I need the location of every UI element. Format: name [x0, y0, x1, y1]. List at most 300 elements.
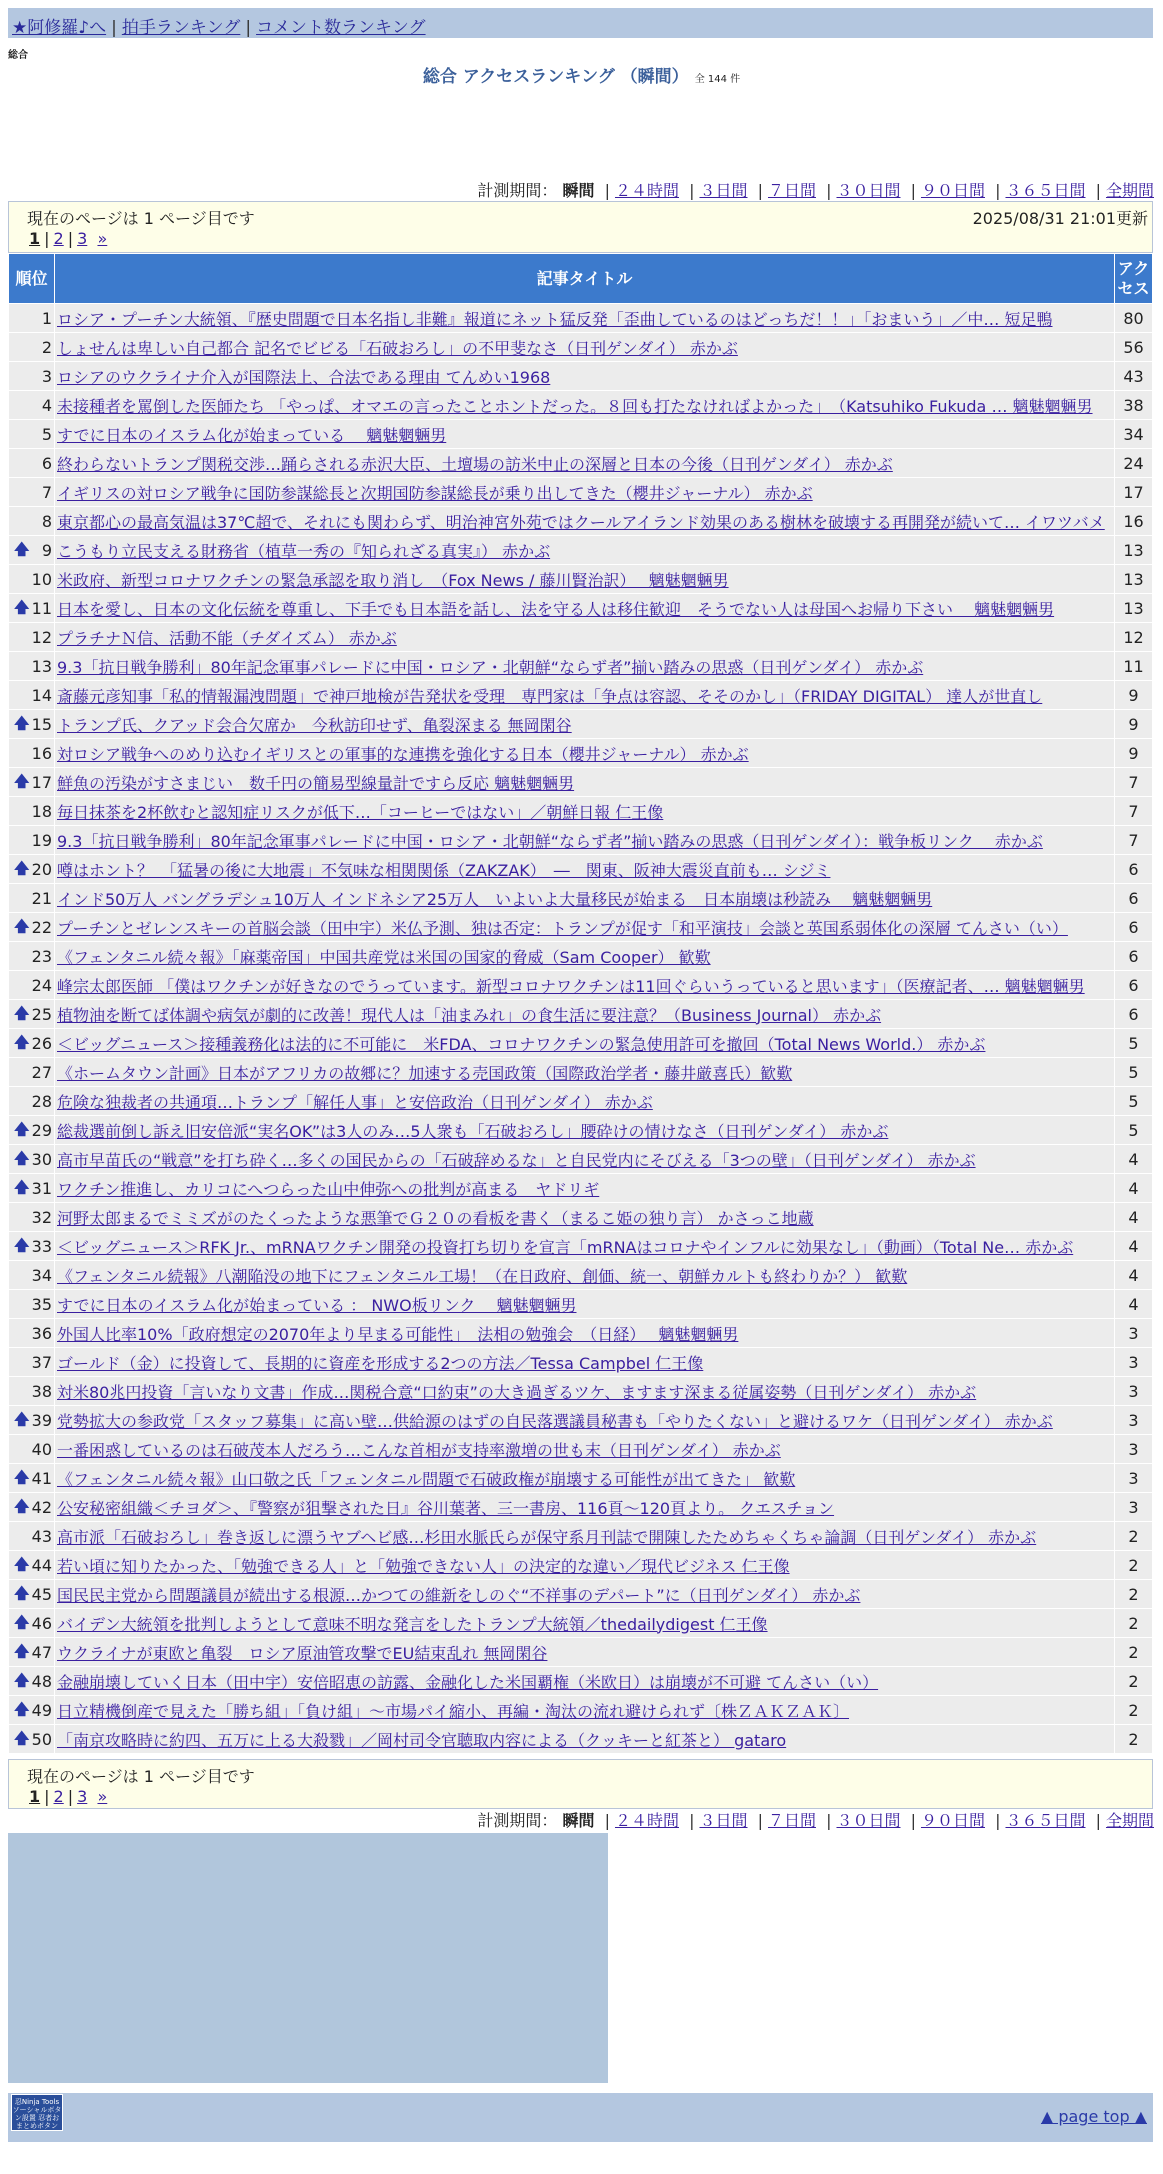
- article-title-link[interactable]: バイデン大統領を批判しようとして意味不明な発言をしたトランプ大統領／thedailydigest 仁王像: [57, 1614, 768, 1634]
- title-cell: [55, 681, 1114, 709]
- title-cell: [55, 942, 1114, 970]
- rank-number: 50: [31, 1729, 52, 1749]
- access-count: 34: [1115, 420, 1152, 448]
- rank-cell: [9, 1000, 54, 1028]
- table-row: [9, 1058, 1152, 1086]
- rank-number: 18: [31, 801, 52, 821]
- period-separator: |: [826, 181, 832, 200]
- table-row: [9, 1232, 1152, 1260]
- article-title-link[interactable]: ワクチン推進し、カリコにへつらった山中伸弥への批判が高まる ヤドリギ: [57, 1179, 600, 1199]
- rank-up-arrow-icon: 🡅: [14, 1729, 30, 1747]
- period-link-all[interactable]: 全期間: [1105, 1811, 1154, 1830]
- rank-cell: [9, 1725, 54, 1753]
- page-current: 1: [29, 229, 41, 248]
- page-title: [0, 62, 1163, 87]
- rank-up-arrow-icon: 🡅: [14, 1236, 30, 1254]
- rank-number: 44: [31, 1555, 52, 1575]
- rank-number: 38: [31, 1381, 52, 1401]
- article-title-link[interactable]: 《フェンタニル続々報》山口敬之氏「フェンタニル問題で石破政権が崩壊する可能性が出てきた」 歓歎: [57, 1469, 796, 1489]
- article-title-link[interactable]: すでに日本のイスラム化が始まっている 魑魅魍魎男: [57, 425, 447, 445]
- rank-cell: [9, 1145, 54, 1173]
- rank-cell: [9, 333, 54, 361]
- title-cell: [55, 623, 1114, 651]
- title-cell: [55, 478, 1114, 506]
- rank-cell: [9, 1377, 54, 1405]
- rank-cell: [9, 1174, 54, 1202]
- rank-number: 43: [31, 1526, 52, 1546]
- title-cell: [55, 1203, 1114, 1231]
- rank-cell: [9, 304, 54, 332]
- page-info-top: [8, 201, 1153, 253]
- article-title-link[interactable]: イギリスの対ロシア戦争に国防参謀総長と次期国防参謀総長が乗り出してきた（櫻井ジャーナル） 赤かぶ: [57, 483, 813, 503]
- rank-cell: [9, 768, 54, 796]
- rank-cell: [9, 1087, 54, 1115]
- table-row: [9, 1696, 1152, 1724]
- rank-cell: [9, 1667, 54, 1695]
- article-title-link[interactable]: 峰宗太郎医師 「僕はワクチンが好きなのでうっています。新型コロナワクチンは11回ぐらいうっていると思います」（医療記者、… 魑魅魍魎男: [57, 976, 1085, 996]
- table-row: [9, 1551, 1152, 1579]
- table-row: [9, 1261, 1152, 1289]
- title-cell: [55, 565, 1114, 593]
- rank-cell: [9, 391, 54, 419]
- page-info-bottom: [8, 1759, 1153, 1809]
- access-count: 7: [1115, 797, 1152, 825]
- article-title-link[interactable]: 9.3「抗日戦争勝利」80年記念軍事パレードに中国・ロシア・北朝鮮“ならず者”揃い踏みの思惑（日刊ゲンダイ） 赤かぶ: [57, 657, 924, 677]
- table-row: [9, 1290, 1152, 1318]
- access-count: 3: [1115, 1406, 1152, 1434]
- rank-cell: [9, 1116, 54, 1144]
- period-current: 瞬間: [562, 181, 595, 200]
- article-title-link[interactable]: 対米80兆円投資「言いなり文書」作成…関税合意“口約束”の大き過ぎるツケ、ますます深まる従属姿勢（日刊ゲンダイ） 赤かぶ: [57, 1382, 977, 1402]
- article-title-link[interactable]: すでに日本のイスラム化が始まっている ： NWO板リンク 魑魅魍魎男: [57, 1295, 577, 1315]
- title-cell: [55, 304, 1114, 332]
- page-next-link[interactable]: »: [97, 229, 108, 248]
- page-link-3[interactable]: 3: [77, 229, 88, 248]
- article-title-link[interactable]: 9.3「抗日戦争勝利」80年記念軍事パレードに中国・ロシア・北朝鮮“ならず者”揃い踏みの思惑（日刊ゲンダイ）：戦争板リンク 赤かぶ: [57, 831, 1043, 851]
- article-title-link[interactable]: 米政府、新型コロナワクチンの緊急承認を取り消し （Fox News / 藤川賢治訳） 魑魅魍魎男: [57, 570, 729, 590]
- access-count: 2: [1115, 1609, 1152, 1637]
- rank-cell: [9, 913, 54, 941]
- page-separator: |: [44, 1787, 50, 1806]
- table-row: [9, 1145, 1152, 1173]
- rank-cell: [9, 855, 54, 883]
- rank-cell: [9, 1551, 54, 1579]
- table-row: [9, 536, 1152, 564]
- rank-cell: [9, 1580, 54, 1608]
- access-count: 7: [1115, 768, 1152, 796]
- rank-number: 2: [41, 337, 52, 357]
- title-cell: [55, 652, 1114, 680]
- title-cell: [55, 1145, 1114, 1173]
- article-title-link[interactable]: 日本を愛し、日本の文化伝統を尊重し、下手でも日本語を話し、法を守る人は移住歓迎 そうでない人は母国へお帰り下さい 魑魅魍魎男: [57, 599, 1055, 619]
- rank-number: 40: [31, 1439, 52, 1459]
- rank-number: 12: [31, 627, 52, 647]
- title-cell: [55, 1319, 1114, 1347]
- rank-cell: [9, 739, 54, 767]
- article-title-link[interactable]: 《フェンタニル続報》八潮陥没の地下にフェンタニル工場！（在日政府、創価、統一、朝鮮カルトも終わりか？） 歓歎: [57, 1266, 908, 1286]
- access-count: 4: [1115, 1290, 1152, 1318]
- ranking-table: [8, 253, 1153, 1754]
- period-selector-bottom: [477, 1808, 1154, 1831]
- home-link[interactable]: ★阿修羅♪へ: [12, 18, 107, 38]
- period-link-all[interactable]: 全期間: [1105, 181, 1154, 200]
- access-count: 5: [1115, 1058, 1152, 1086]
- rank-number: 37: [31, 1352, 52, 1372]
- table-row: [9, 333, 1152, 361]
- access-count: 3: [1115, 1377, 1152, 1405]
- title-cell: [55, 855, 1114, 883]
- title-cell: [55, 884, 1114, 912]
- table-row: [9, 1319, 1152, 1347]
- period-label: 計測期間：: [477, 181, 558, 200]
- access-count: 3: [1115, 1464, 1152, 1492]
- rank-number: 46: [31, 1613, 52, 1633]
- article-title-link[interactable]: インド50万人 バングラデシュ10万人 インドネシア25万人 いよいよ大量移民が始まる 日本崩壊は秒読み 魑魅魍魎男: [57, 889, 933, 909]
- page-link-2[interactable]: 2: [53, 1787, 64, 1806]
- period-link-30d[interactable]: ３０日間: [836, 1811, 901, 1830]
- period-link-365d[interactable]: ３６５日間: [1005, 181, 1086, 200]
- title-cell: [55, 768, 1114, 796]
- table-row: [9, 1638, 1152, 1666]
- article-title-link[interactable]: ゴールド（金）に投資して、長期的に資産を形成する2つの方法／Tessa Campbel 仁王像: [57, 1353, 704, 1373]
- title-cell: [55, 420, 1114, 448]
- rank-number: 42: [31, 1497, 52, 1517]
- rank-cell: [9, 652, 54, 680]
- rank-up-arrow-icon: 🡅: [14, 1642, 30, 1660]
- title-cell: [55, 710, 1114, 738]
- page-link-2[interactable]: 2: [53, 229, 64, 248]
- table-row: [9, 1725, 1152, 1753]
- period-label: 計測期間：: [477, 1811, 558, 1830]
- rank-number: 26: [31, 1033, 52, 1053]
- title-cell: [55, 1029, 1114, 1057]
- article-title-link[interactable]: 党勢拡大の参政党「スタッフ募集」に高い壁…供給源のはずの自民落選議員秘書も「やりたくない」と避けるワケ（日刊ゲンダイ） 赤かぶ: [57, 1411, 1053, 1431]
- table-row: [9, 1435, 1152, 1463]
- rank-number: 39: [31, 1410, 52, 1430]
- article-title-link[interactable]: 東京都心の最高気温は37℃超で、それにも関わらず、明治神宮外苑ではクールアイランド効果のある樹林を破壊する再開発が続いて… イワツバメ: [57, 512, 1105, 532]
- table-row: [9, 942, 1152, 970]
- rank-number: 9: [41, 540, 52, 560]
- article-title-link[interactable]: トランプ氏、クアッド会合欠席か 今秋訪印せず、亀裂深まる 無岡閑谷: [57, 715, 572, 735]
- table-row: [9, 1493, 1152, 1521]
- title-cell: [55, 1667, 1114, 1695]
- table-row: [9, 739, 1152, 767]
- access-count: 3: [1115, 1493, 1152, 1521]
- title-cell: [55, 536, 1114, 564]
- period-link-7d[interactable]: ７日間: [767, 181, 816, 200]
- table-row: [9, 768, 1152, 796]
- table-row: [9, 623, 1152, 651]
- rank-cell: [9, 942, 54, 970]
- article-title-link[interactable]: ＜ビッグニュース＞RFK Jr.、mRNAワクチン開発の投資打ち切りを宣言「mRNAはコロナやインフルに効果なし」（動画）（Total Ne… 赤かぶ: [57, 1237, 1074, 1257]
- table-row: [9, 1406, 1152, 1434]
- rank-up-arrow-icon: 🡅: [14, 1613, 30, 1631]
- category-label: 総合: [8, 50, 28, 61]
- article-title-link[interactable]: 国民民主党から問題議員が続出する根源…かつての維新をしのぐ“不祥事のデパート”に（日刊ゲンダイ） 赤かぶ: [57, 1585, 861, 1605]
- pagination: [29, 1787, 107, 1806]
- access-count: 2: [1115, 1667, 1152, 1695]
- article-title-link[interactable]: 高市早苗氏の“戦意”を打ち砕く…多くの国民からの「石破辞めるな」と自民党内にそびえる「3つの壁」（日刊ゲンダイ） 赤かぶ: [57, 1150, 976, 1170]
- rank-cell: [9, 1435, 54, 1463]
- rank-cell: [9, 449, 54, 477]
- period-separator: |: [689, 1811, 695, 1830]
- title-cell: [55, 1638, 1114, 1666]
- table-row: [9, 420, 1152, 448]
- access-count: 16: [1115, 507, 1152, 535]
- period-link-24h[interactable]: ２４時間: [614, 181, 679, 200]
- period-separator: |: [826, 1811, 832, 1830]
- current-page-text: 現在のページは 1 ページ目です: [27, 1767, 255, 1786]
- rank-up-arrow-icon: 🡅: [14, 1555, 30, 1573]
- title-cell: [55, 507, 1114, 535]
- table-row: [9, 1667, 1152, 1695]
- rank-cell: [9, 1638, 54, 1666]
- access-count: 6: [1115, 942, 1152, 970]
- rank-number: 27: [31, 1062, 52, 1082]
- access-count: 6: [1115, 913, 1152, 941]
- rank-number: 22: [31, 917, 52, 937]
- period-link-3d[interactable]: ３日間: [699, 1811, 748, 1830]
- article-title-link[interactable]: ロシアのウクライナ介入が国際法上、合法である理由 てんめい1968: [57, 367, 551, 387]
- period-separator: |: [1095, 1811, 1101, 1830]
- ad-placeholder[interactable]: [8, 1833, 608, 2083]
- rank-number: 33: [31, 1236, 52, 1256]
- period-link-90d[interactable]: ９０日間: [920, 1811, 985, 1830]
- article-title-link[interactable]: 終わらないトランプ関税交渉…踊らされる赤沢大臣、土壇場の訪米中止の深層と日本の今後（日刊ゲンダイ） 赤かぶ: [57, 454, 893, 474]
- article-title-link[interactable]: 「南京攻略時に約四、五万に上る大殺戮」／岡村司令官聴取内容による（クッキーと紅茶と） gataro: [57, 1730, 787, 1750]
- table-row: [9, 362, 1152, 390]
- article-title-link[interactable]: 高市派「石破おろし」巻き返しに漂うヤブヘビ感…杉田水脈氏らが保守系月刊誌で開陳したためちゃくちゃ論調（日刊ゲンダイ） 赤かぶ: [57, 1527, 1037, 1547]
- period-separator: |: [689, 181, 695, 200]
- updated-time: 2025/08/31 21:01更新: [972, 209, 1148, 228]
- title-cell: [55, 1551, 1114, 1579]
- period-link-24h[interactable]: ２４時間: [614, 1811, 679, 1830]
- page-top-link[interactable]: ▲ page top ▲: [1040, 2107, 1147, 2126]
- table-row: [9, 1522, 1152, 1550]
- article-title-link[interactable]: 総裁選前倒し訴え旧安倍派“実名OK”は3人のみ…5人衆も「石破おろし」腰砕けの情けなさ（日刊ゲンダイ） 赤かぶ: [57, 1121, 889, 1141]
- title-cell: [55, 1058, 1114, 1086]
- ninja-tools-badge[interactable]: 忍Ninja Tools ソーシャルボタン設置 忍者おまとめボタン: [11, 2094, 63, 2131]
- table-row: [9, 507, 1152, 535]
- article-title-link[interactable]: ウクライナが東欧と亀裂 ロシア原油管攻撃でEU結束乱れ 無岡閑谷: [57, 1643, 548, 1663]
- access-count: 3: [1115, 1348, 1152, 1376]
- article-title-link[interactable]: 金融崩壊していく日本（田中宇）安倍昭恵の訪露、金融化した米国覇権（米欧日）は崩壊が不可避 てんさい（い）: [57, 1672, 879, 1692]
- header-rank: 順位: [9, 254, 54, 303]
- access-count: 2: [1115, 1725, 1152, 1753]
- rank-number: 47: [31, 1642, 52, 1662]
- access-count: 2: [1115, 1638, 1152, 1666]
- access-count: 7: [1115, 826, 1152, 854]
- title-cell: [55, 449, 1114, 477]
- access-count: 2: [1115, 1551, 1152, 1579]
- title-cell: [55, 1116, 1114, 1144]
- table-header-row: [9, 254, 1152, 303]
- period-separator: |: [995, 1811, 1001, 1830]
- article-title-link[interactable]: 《ホームタウン計画》日本がアフリカの故郷に？加速する売国政策（国際政治学者・藤井厳喜氏）歓歎: [57, 1063, 793, 1083]
- rank-number: 17: [31, 772, 52, 792]
- article-title-link[interactable]: 河野太郎まるでミミズがのたくったような悪筆でＧ２０の看板を書く（まるこ姫の独り言） かさっこ地蔵: [57, 1208, 814, 1228]
- article-title-link[interactable]: プラチナＮ信、活動不能（チダイズム） 赤かぶ: [57, 628, 397, 648]
- rank-cell: [9, 710, 54, 738]
- title-cell: [55, 797, 1114, 825]
- article-title-link[interactable]: 《フェンタニル続々報》「麻薬帝国」中国共産党は米国の国家的脅威（Sam Cooper） 歓歎: [57, 947, 711, 967]
- table-row: [9, 855, 1152, 883]
- clap-ranking-link[interactable]: 拍手ランキング: [121, 18, 241, 38]
- current-page-text: 現在のページは 1 ページ目です: [27, 209, 255, 228]
- access-count: 4: [1115, 1232, 1152, 1260]
- rank-cell: [9, 1290, 54, 1318]
- article-title-link[interactable]: 若い頃に知りたかった、「勉強できる人」と「勉強できない人」の決定的な違い／現代ビジネス 仁王像: [57, 1556, 790, 1576]
- title-cell: [55, 391, 1114, 419]
- article-title-link[interactable]: 鮮魚の汚染がすさまじい 数千円の簡易型線量計ですら反応 魑魅魍魎男: [57, 773, 575, 793]
- period-link-30d[interactable]: ３０日間: [836, 181, 901, 200]
- page-next-link[interactable]: »: [97, 1787, 108, 1806]
- access-count: 24: [1115, 449, 1152, 477]
- access-count: 13: [1115, 565, 1152, 593]
- access-count: 12: [1115, 623, 1152, 651]
- table-row: [9, 710, 1152, 738]
- rank-cell: [9, 1406, 54, 1434]
- period-separator: |: [995, 181, 1001, 200]
- top-nav-bar: [8, 8, 1153, 38]
- period-link-7d[interactable]: ７日間: [767, 1811, 816, 1830]
- table-row: [9, 797, 1152, 825]
- page-link-3[interactable]: 3: [77, 1787, 88, 1806]
- article-title-link[interactable]: ＜ビッグニュース＞接種義務化は法的に不可能に 米FDA、コロナワクチンの緊急使用許可を撤回（Total News World.） 赤かぶ: [57, 1034, 986, 1054]
- rank-cell: [9, 362, 54, 390]
- title-cell: [55, 1087, 1114, 1115]
- table-row: [9, 1377, 1152, 1405]
- article-title-link[interactable]: 対ロシア戦争へのめり込むイギリスとの軍事的な連携を強化する日本（櫻井ジャーナル） 赤かぶ: [57, 744, 749, 764]
- rank-up-arrow-icon: 🡅: [14, 1584, 30, 1602]
- article-title-link[interactable]: こうもり立民支える財務省（植草一秀の『知られざる真実』） 赤かぶ: [57, 541, 551, 561]
- access-count: 9: [1115, 681, 1152, 709]
- title-cell: [55, 1696, 1114, 1724]
- rank-cell: [9, 1058, 54, 1086]
- rank-up-arrow-icon: 🡅: [14, 540, 30, 558]
- article-title-link[interactable]: 斎藤元彦知事「私的情報漏洩問題」で神戸地検が告発状を受理 専門家は「争点は容認、そそのかし」（FRIDAY DIGITAL） 達人が世直し: [57, 686, 1043, 706]
- period-link-365d[interactable]: ３６５日間: [1005, 1811, 1086, 1830]
- rank-up-arrow-icon: 🡅: [14, 1149, 30, 1167]
- title-cell: [55, 1493, 1114, 1521]
- title-cell: [55, 913, 1114, 941]
- access-count: 3: [1115, 1319, 1152, 1347]
- access-count: 2: [1115, 1580, 1152, 1608]
- rank-cell: [9, 623, 54, 651]
- rank-number: 11: [31, 598, 52, 618]
- period-link-90d[interactable]: ９０日間: [920, 181, 985, 200]
- rank-up-arrow-icon: 🡅: [14, 859, 30, 877]
- rank-number: 35: [31, 1294, 52, 1314]
- rank-cell: [9, 1609, 54, 1637]
- article-title-link[interactable]: 一番困惑しているのは石破茂本人だろう…こんな首相が支持率激増の世も末（日刊ゲンダイ） 赤かぶ: [57, 1440, 781, 1460]
- article-title-link[interactable]: 未接種者を罵倒した医師たち 「やっぱ、オマエの言ったことホントだった。８回も打たなければよかった」 （Katsuhiko Fukuda … 魑魅魍魎男: [57, 396, 1093, 416]
- title-cell: [55, 1000, 1114, 1028]
- article-title-link[interactable]: 日立精機倒産で見えた「勝ち組」「負け組」～市場パイ縮小、再編・淘汰の流れ避けられず〔株ＺＡＫＺＡＫ〕: [57, 1701, 850, 1721]
- header-title: 記事タイトル: [55, 254, 1114, 303]
- rank-cell: [9, 1319, 54, 1347]
- access-count: 4: [1115, 1145, 1152, 1173]
- period-current: 瞬間: [562, 1811, 595, 1830]
- rank-up-arrow-icon: 🡅: [14, 1700, 30, 1718]
- article-title-link[interactable]: 危険な独裁者の共通項…トランプ「解任人事」と安倍政治（日刊ゲンダイ） 赤かぶ: [57, 1092, 653, 1112]
- article-title-link[interactable]: ロシア・プーチン大統領、『歴史問題で日本名指し非難』報道にネット猛反発「歪曲しているのはどっちだ！！」「おまいう」／中… 短足鴨: [57, 309, 1053, 329]
- table-row: [9, 681, 1152, 709]
- table-row: [9, 1609, 1152, 1637]
- table-row: [9, 478, 1152, 506]
- access-count: 4: [1115, 1261, 1152, 1289]
- access-count: 80: [1115, 304, 1152, 332]
- rank-number: 8: [41, 511, 52, 531]
- article-title-link[interactable]: 毎日抹茶を2杯飲むと認知症リスクが低下…「コーヒーではない」／朝鮮日報 仁王像: [57, 802, 664, 822]
- table-row: [9, 391, 1152, 419]
- access-count: 6: [1115, 884, 1152, 912]
- title-cell: [55, 1435, 1114, 1463]
- article-title-link[interactable]: しょせんは卑しい自己都合 記名でビビる「石破おろし」の不甲斐なさ（日刊ゲンダイ） 赤かぶ: [57, 338, 738, 358]
- access-count: 13: [1115, 594, 1152, 622]
- rank-number: 4: [41, 395, 52, 415]
- rank-number: 29: [31, 1120, 52, 1140]
- comment-ranking-link[interactable]: コメント数ランキング: [256, 18, 426, 38]
- period-separator: |: [910, 181, 916, 200]
- pagination: [29, 229, 107, 248]
- title-cell: [55, 739, 1114, 767]
- access-count: 13: [1115, 536, 1152, 564]
- title-cell: [55, 1261, 1114, 1289]
- article-title-link[interactable]: 外国人比率10%「政府想定の2070年より早まる可能性」 法相の勉強会 （日経） 魑魅魍魎男: [57, 1324, 739, 1344]
- table-row: [9, 913, 1152, 941]
- page-title-text: 総合 アクセスランキング （瞬間）: [422, 67, 689, 87]
- rank-number: 36: [31, 1323, 52, 1343]
- title-cell: [55, 594, 1114, 622]
- rank-number: 41: [31, 1468, 52, 1488]
- rank-up-arrow-icon: 🡅: [14, 1004, 30, 1022]
- table-row: [9, 1116, 1152, 1144]
- total-count: 全 144 件: [694, 74, 741, 85]
- rank-number: 1: [41, 308, 52, 328]
- article-title-link[interactable]: 植物油を断てば体調や病気が劇的に改善！現代人は「油まみれ」の食生活に要注意？（Business Journal） 赤かぶ: [57, 1005, 882, 1025]
- article-title-link[interactable]: プーチンとゼレンスキーの首脳会談（田中宇）米仏予測、独は否定：トランプが促す「和平演技」会談と英国系弱体化の深層 てんさい（い）: [57, 918, 1068, 938]
- rank-cell: [9, 1029, 54, 1057]
- access-count: 2: [1115, 1522, 1152, 1550]
- period-link-3d[interactable]: ３日間: [699, 181, 748, 200]
- access-count: 6: [1115, 1000, 1152, 1028]
- rank-cell: [9, 1464, 54, 1492]
- rank-number: 10: [31, 569, 52, 589]
- page-separator: |: [67, 1787, 74, 1806]
- article-title-link[interactable]: 公安秘密組織＜チヨダ＞、『警察が狙撃された日』谷川葉著、三一書房、116頁～120頁より。 クエスチョン: [57, 1498, 835, 1518]
- access-count: 5: [1115, 1116, 1152, 1144]
- title-cell: [55, 1377, 1114, 1405]
- rank-up-arrow-icon: 🡅: [14, 1033, 30, 1051]
- access-count: 6: [1115, 971, 1152, 999]
- rank-number: 48: [31, 1671, 52, 1691]
- table-row: [9, 1029, 1152, 1057]
- access-count: 3: [1115, 1435, 1152, 1463]
- access-count: 4: [1115, 1203, 1152, 1231]
- table-row: [9, 1464, 1152, 1492]
- rank-cell: [9, 565, 54, 593]
- table-row: [9, 971, 1152, 999]
- article-title-link[interactable]: 噂はホント？ 「猛暑の後に大地震」不気味な相関関係（ZAKZAK） ― 関東、阪神大震災直前も… シジミ: [57, 860, 831, 880]
- page-current: 1: [29, 1787, 41, 1806]
- top-nav-links: [12, 13, 426, 38]
- rank-cell: [9, 884, 54, 912]
- rank-up-arrow-icon: 🡅: [14, 1410, 30, 1428]
- rank-cell: [9, 1522, 54, 1550]
- nav-separator: |: [245, 18, 252, 38]
- period-separator: |: [604, 181, 610, 200]
